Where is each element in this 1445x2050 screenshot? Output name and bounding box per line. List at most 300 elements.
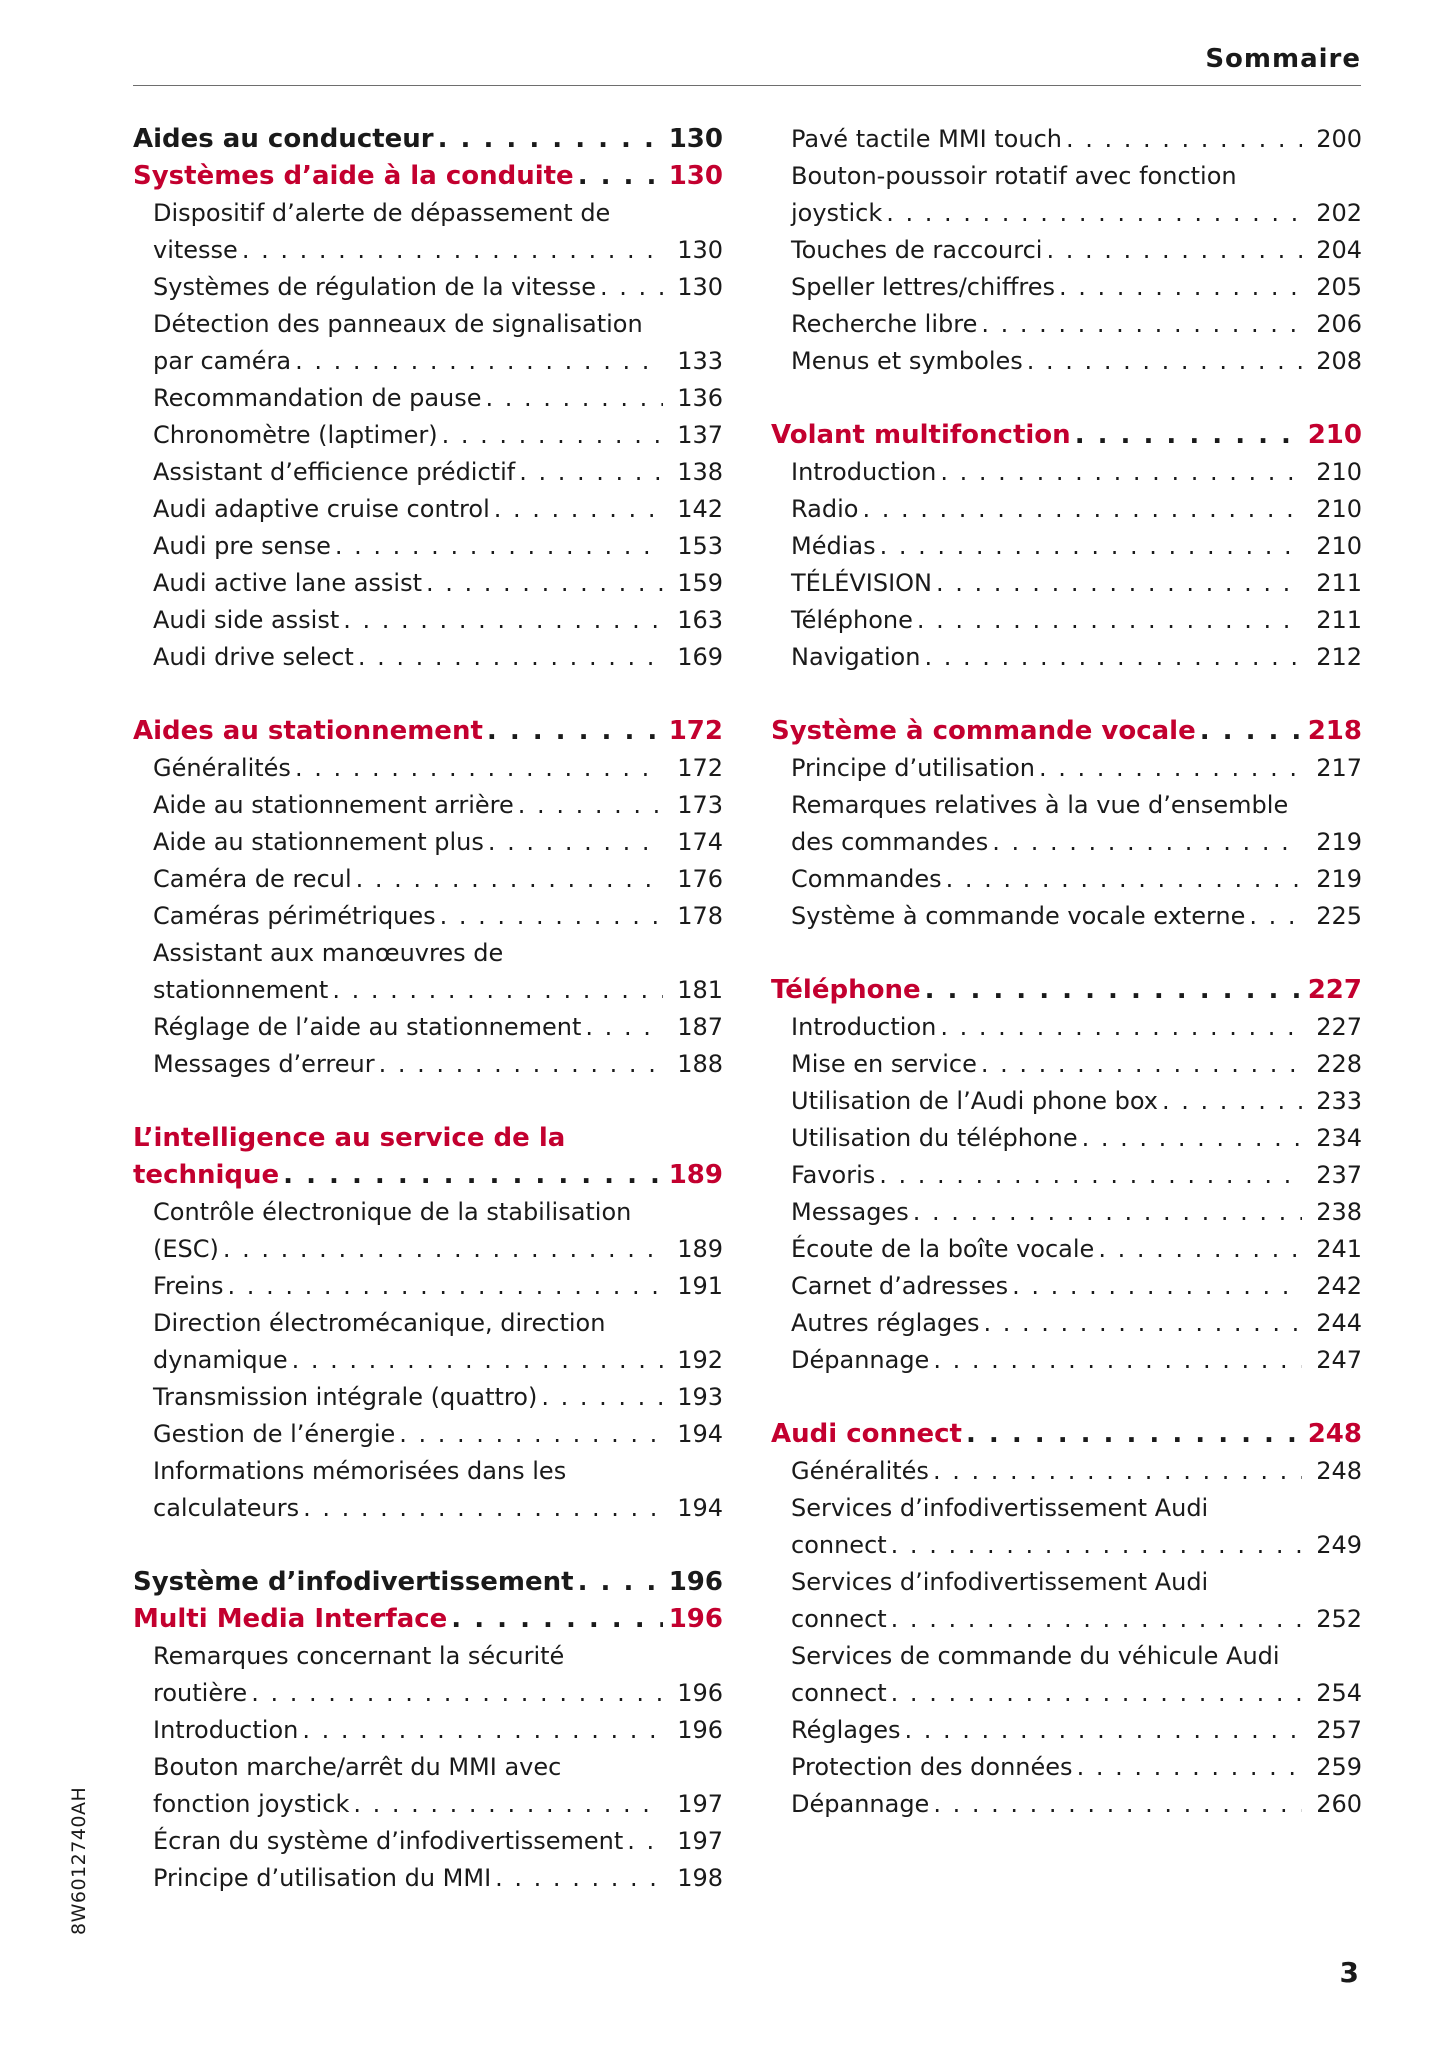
toc-entry[interactable]	[133, 269, 723, 306]
dot-leader	[487, 713, 663, 750]
toc-page-number: 173	[677, 791, 723, 819]
dot-leader	[1066, 121, 1302, 158]
toc-entry[interactable]	[133, 1786, 723, 1823]
toc-page-number: 169	[677, 643, 723, 671]
dot-leader	[1082, 1120, 1302, 1157]
toc-entry-title: Touches de raccourci	[791, 236, 1043, 264]
toc-entry[interactable]	[771, 1712, 1362, 1749]
dot-leader	[228, 1268, 663, 1305]
toc-page-number: 206	[1316, 310, 1362, 338]
toc-entry[interactable]	[133, 1046, 723, 1083]
toc-page-number: 257	[1316, 1716, 1362, 1744]
toc-entry-title: (ESC)	[153, 1235, 219, 1263]
toc-entry-title: Systèmes de régulation de la vitesse	[153, 273, 597, 301]
dot-leader	[283, 1157, 663, 1194]
dot-leader	[379, 1046, 663, 1083]
toc-page-number: 181	[677, 976, 723, 1004]
toc-page-number: 172	[668, 716, 723, 746]
toc-entry-title: des commandes	[791, 828, 989, 856]
toc-entry-title: Dépannage	[791, 1790, 930, 1818]
toc-page-number: 130	[668, 161, 723, 191]
toc-entry-title: Téléphone	[791, 606, 913, 634]
toc-page-number: 197	[677, 1790, 723, 1818]
toc-entry[interactable]	[133, 602, 723, 639]
toc-entry-wrapped-line: Remarques relatives à la vue d’ensemble	[791, 791, 1289, 819]
toc-entry-title: calculateurs	[153, 1494, 300, 1522]
toc-entry-title: Favoris	[791, 1161, 876, 1189]
toc-entry-wrapped-line: Bouton marche/arrêt du MMI avec	[153, 1753, 562, 1781]
toc-page-number: 225	[1316, 902, 1362, 930]
toc-entry-title: connect	[791, 1679, 887, 1707]
toc-entry[interactable]	[771, 528, 1362, 565]
toc-chapter-heading[interactable]	[771, 1416, 1362, 1453]
dot-leader	[627, 1823, 663, 1860]
toc-page-number: 130	[668, 124, 723, 154]
toc-entry-title: Aides au stationnement	[133, 716, 483, 746]
dot-leader	[343, 602, 663, 639]
dot-leader	[495, 1860, 663, 1897]
toc-entry-title: Système à commande vocale	[771, 716, 1196, 746]
toc-page-number: 200	[1316, 125, 1362, 153]
toc-chapter-heading[interactable]	[133, 1601, 723, 1638]
toc-entry[interactable]	[133, 417, 723, 454]
dot-leader	[1077, 1749, 1302, 1786]
toc-entry[interactable]	[133, 380, 723, 417]
toc-entry-title: Réglage de l’aide au stationnement	[153, 1013, 582, 1041]
dot-leader	[904, 1712, 1302, 1749]
toc-entry-title: Messages d’erreur	[153, 1050, 375, 1078]
toc-entry[interactable]	[771, 1157, 1362, 1194]
toc-entry-wrapped-line: Services d’infodivertissement Audi	[791, 1494, 1209, 1522]
dot-leader	[891, 1601, 1302, 1638]
toc-page-number: 227	[1307, 975, 1362, 1005]
toc-entry-title: Transmission intégrale (quattro)	[153, 1383, 538, 1411]
toc-page-number: 130	[677, 273, 723, 301]
toc-entry[interactable]	[771, 1342, 1362, 1379]
toc-page-number: 248	[1316, 1457, 1362, 1485]
dot-leader	[966, 1416, 1302, 1453]
dot-leader	[1059, 269, 1302, 306]
toc-page-number: 142	[677, 495, 723, 523]
toc-entry-title: par caméra	[153, 347, 292, 375]
toc-entry-title: Speller lettres/chiffres	[791, 273, 1055, 301]
toc-entry-title: Introduction	[153, 1716, 299, 1744]
toc-page-number: 254	[1316, 1679, 1362, 1707]
toc-page-number: 208	[1316, 347, 1362, 375]
toc-entry[interactable]	[133, 898, 723, 935]
toc-entry-title: dynamique	[153, 1346, 288, 1374]
toc-entry[interactable]	[133, 1231, 723, 1268]
toc-entry[interactable]	[771, 269, 1362, 306]
toc-page-number: 210	[1316, 532, 1362, 560]
toc-entry-title: Principe d’utilisation	[791, 754, 1035, 782]
toc-page-number: 188	[677, 1050, 723, 1078]
toc-chapter-heading[interactable]	[771, 417, 1362, 454]
toc-page-number: 198	[677, 1864, 723, 1892]
dot-leader	[1200, 713, 1302, 750]
toc-page-number: 210	[1307, 420, 1362, 450]
toc-entry-title: Audi connect	[771, 1419, 962, 1449]
toc-entry-title: Écran du système d’infodivertissement	[153, 1827, 624, 1855]
toc-entry[interactable]	[771, 1120, 1362, 1157]
dot-leader	[946, 861, 1302, 898]
toc-entry-title: Commandes	[791, 865, 942, 893]
toc-entry[interactable]	[133, 528, 723, 565]
dot-leader	[1249, 898, 1302, 935]
toc-entry[interactable]	[771, 898, 1362, 935]
dot-leader	[936, 565, 1302, 602]
dot-leader	[1162, 1083, 1302, 1120]
dot-leader	[925, 972, 1302, 1009]
dot-leader	[981, 1046, 1302, 1083]
toc-entry-title: Aides au conducteur	[133, 124, 434, 154]
dot-leader	[933, 1342, 1302, 1379]
toc-entry[interactable]	[771, 565, 1362, 602]
toc-chapter-heading[interactable]	[133, 158, 723, 195]
toc-entry[interactable]	[771, 1268, 1362, 1305]
toc-page-number: 219	[1316, 828, 1362, 856]
header-divider	[133, 85, 1361, 86]
toc-entry-title: Messages	[791, 1198, 909, 1226]
toc-entry[interactable]	[133, 1416, 723, 1453]
toc-entry-title: Multi Media Interface	[133, 1604, 448, 1634]
toc-entry-title: Généralités	[153, 754, 291, 782]
dot-leader	[886, 195, 1302, 232]
toc-entry-wrapped-line: Contrôle électronique de la stabilisation	[153, 1198, 632, 1226]
toc-entry-title: Freins	[153, 1272, 224, 1300]
toc-entry-title: Radio	[791, 495, 859, 523]
toc-entry-title: Mise en service	[791, 1050, 977, 1078]
toc-entry[interactable]	[771, 491, 1362, 528]
toc-entry-title: Audi adaptive cruise control	[153, 495, 490, 523]
toc-entry-title: Pavé tactile MMI touch	[791, 125, 1062, 153]
toc-page-number: 234	[1316, 1124, 1362, 1152]
toc-entry[interactable]	[771, 1453, 1362, 1490]
toc-page-number: 196	[677, 1716, 723, 1744]
toc-entry-title: stationnement	[153, 976, 329, 1004]
toc-page-number: 211	[1316, 569, 1362, 597]
dot-leader	[981, 306, 1302, 343]
dot-leader	[242, 232, 663, 269]
toc-entry-title: Introduction	[791, 1013, 937, 1041]
section-spacer	[133, 1083, 723, 1120]
toc-page-number: 259	[1316, 1753, 1362, 1781]
dot-leader	[880, 528, 1302, 565]
toc-page-number: 133	[677, 347, 723, 375]
toc-page-number: 219	[1316, 865, 1362, 893]
dot-leader	[358, 639, 663, 676]
toc-entry[interactable]	[771, 232, 1362, 269]
toc-entry[interactable]	[771, 824, 1362, 861]
toc-entry[interactable]	[133, 824, 723, 861]
dot-leader	[295, 750, 663, 787]
dot-leader	[1012, 1268, 1302, 1305]
toc-entry-title: Aide au stationnement arrière	[153, 791, 514, 819]
toc-entry[interactable]	[771, 306, 1362, 343]
section-spacer	[133, 1527, 723, 1564]
toc-page-number: 233	[1316, 1087, 1362, 1115]
dot-leader	[1098, 1231, 1302, 1268]
toc-entry-title: Généralités	[791, 1457, 929, 1485]
dot-leader	[1075, 417, 1302, 454]
toc-entry[interactable]	[133, 565, 723, 602]
toc-entry[interactable]	[771, 1749, 1362, 1786]
toc-right-column	[771, 121, 1362, 1823]
toc-entry-wrapped-line: Informations mémorisées dans les	[153, 1457, 567, 1485]
toc-entry[interactable]	[133, 1009, 723, 1046]
page-title: Sommaire	[1205, 44, 1361, 74]
toc-page-number: 244	[1316, 1309, 1362, 1337]
dot-leader	[451, 1601, 663, 1638]
toc-page-number: 196	[668, 1604, 723, 1634]
toc-entry[interactable]	[771, 750, 1362, 787]
toc-entry-title: Assistant d’efficience prédictif	[153, 458, 516, 486]
toc-entry-title: Audi active lane assist	[153, 569, 423, 597]
dot-leader	[438, 121, 663, 158]
toc-entry-title: connect	[791, 1531, 887, 1559]
toc-section-heading[interactable]	[133, 121, 723, 158]
dot-leader	[984, 1305, 1303, 1342]
toc-page-number: 218	[1307, 716, 1362, 746]
toc-entry-wrapped-line: Direction électromécanique, direction	[153, 1309, 606, 1337]
toc-page-number: 153	[677, 532, 723, 560]
toc-page-number: 178	[677, 902, 723, 930]
dot-leader	[332, 972, 663, 1009]
dot-leader	[426, 565, 663, 602]
toc-page-number: 137	[677, 421, 723, 449]
toc-entry-title: Recommandation de pause	[153, 384, 482, 412]
toc-page-number: 187	[677, 1013, 723, 1041]
toc-chapter-heading[interactable]	[133, 713, 723, 750]
dot-leader	[399, 1416, 663, 1453]
toc-entry-title: Système d’infodivertissement	[133, 1567, 574, 1597]
dot-leader	[223, 1231, 663, 1268]
toc-entry[interactable]	[771, 1305, 1362, 1342]
toc-entry-wrapped-line: Assistant aux manœuvres de	[153, 939, 504, 967]
toc-entry-title: vitesse	[153, 236, 238, 264]
toc-page-number: 227	[1316, 1013, 1362, 1041]
toc-page-number: 241	[1316, 1235, 1362, 1263]
toc-entry-title: Médias	[791, 532, 876, 560]
toc-entry[interactable]	[133, 1823, 723, 1860]
dot-leader	[1039, 750, 1302, 787]
toc-entry[interactable]	[133, 787, 723, 824]
toc-entry[interactable]	[771, 195, 1362, 232]
toc-entry[interactable]	[133, 232, 723, 269]
dot-leader	[992, 824, 1302, 861]
dot-leader	[303, 1490, 663, 1527]
toc-page-number: 249	[1316, 1531, 1362, 1559]
toc-page-number: 138	[677, 458, 723, 486]
toc-entry-title: Téléphone	[771, 975, 921, 1005]
toc-entry-title: Utilisation de l’Audi phone box	[791, 1087, 1158, 1115]
toc-entry[interactable]	[133, 972, 723, 1009]
toc-entry-title: Systèmes d’aide à la conduite	[133, 161, 574, 191]
dot-leader	[442, 417, 663, 454]
section-spacer	[771, 676, 1362, 713]
toc-entry-title: Gestion de l’énergie	[153, 1420, 396, 1448]
toc-entry-title: Réglages	[791, 1716, 901, 1744]
toc-entry[interactable]	[133, 1860, 723, 1897]
toc-entry-title: Autres réglages	[791, 1309, 980, 1337]
toc-page-number: 189	[677, 1235, 723, 1263]
toc-chapter-heading[interactable]	[771, 972, 1362, 1009]
toc-entry[interactable]	[771, 1009, 1362, 1046]
dot-leader	[335, 528, 663, 565]
toc-page-number: 197	[677, 1827, 723, 1855]
toc-entry[interactable]	[771, 1194, 1362, 1231]
toc-entry[interactable]	[771, 343, 1362, 380]
toc-entry[interactable]	[133, 639, 723, 676]
toc-page-number: 217	[1316, 754, 1362, 782]
section-spacer	[771, 380, 1362, 417]
toc-entry[interactable]	[133, 1379, 723, 1416]
toc-entry[interactable]	[771, 1786, 1362, 1823]
toc-page-number: 237	[1316, 1161, 1362, 1189]
toc-entry-wrapped-line: Remarques concernant la sécurité	[153, 1642, 565, 1670]
dot-leader	[1046, 232, 1302, 269]
toc-entry[interactable]	[771, 121, 1362, 158]
toc-entry-wrapped-line: Détection des panneaux de signalisation	[153, 310, 643, 338]
document-code: 8W6012740AH	[68, 1786, 90, 1935]
toc-entry-title: Recherche libre	[791, 310, 978, 338]
toc-entry-wrapped-line: Dispositif d’alerte de dépassement de	[153, 199, 611, 227]
toc-page-number: 189	[668, 1160, 723, 1190]
dot-leader	[917, 602, 1302, 639]
toc-page-number: 205	[1316, 273, 1362, 301]
dot-leader	[295, 343, 663, 380]
toc-page-number: 172	[677, 754, 723, 782]
toc-page-number: 211	[1316, 606, 1362, 634]
toc-entry[interactable]	[133, 1342, 723, 1379]
toc-chapter-heading[interactable]	[133, 1157, 723, 1194]
toc-entry-title: Chronomètre (laptimer)	[153, 421, 438, 449]
toc-page-number: 202	[1316, 199, 1362, 227]
toc-entry-title: TÉLÉVISION	[791, 569, 933, 597]
dot-leader	[891, 1527, 1302, 1564]
toc-entry-title: Aide au stationnement plus	[153, 828, 484, 856]
toc-section-heading[interactable]	[133, 1564, 723, 1601]
toc-entry[interactable]	[771, 1231, 1362, 1268]
toc-entry[interactable]	[771, 1675, 1362, 1712]
toc-entry[interactable]	[133, 750, 723, 787]
dot-leader	[494, 491, 663, 528]
toc-entry-title: Navigation	[791, 643, 921, 671]
section-spacer	[771, 935, 1362, 972]
toc-page-number: 174	[677, 828, 723, 856]
toc-entry[interactable]	[133, 1712, 723, 1749]
toc-entry-title: Volant multifonction	[771, 420, 1071, 450]
toc-entry-title: Introduction	[791, 458, 937, 486]
toc-page-number: 130	[677, 236, 723, 264]
toc-page-number: 212	[1316, 643, 1362, 671]
dot-leader	[879, 1157, 1302, 1194]
toc-entry[interactable]	[771, 1601, 1362, 1638]
toc-entry-wrapped-line: Bouton-poussoir rotatif avec fonction	[791, 162, 1237, 190]
toc-entry[interactable]	[133, 1268, 723, 1305]
toc-page-number: 193	[677, 1383, 723, 1411]
dot-leader	[302, 1712, 663, 1749]
toc-entry-title: routière	[153, 1679, 248, 1707]
toc-page-number: 210	[1316, 495, 1362, 523]
dot-leader	[933, 1786, 1302, 1823]
toc-entry-title: fonction joystick	[153, 1790, 350, 1818]
toc-entry-title: Système à commande vocale externe	[791, 902, 1246, 930]
toc-entry-wrapped-line: L’intelligence au service de la	[133, 1123, 566, 1153]
toc-entry-title: Audi pre sense	[153, 532, 331, 560]
dot-leader	[292, 1342, 663, 1379]
toc-entry-title: technique	[133, 1160, 280, 1190]
toc-entry-title: Dépannage	[791, 1346, 930, 1374]
toc-entry-title: Audi side assist	[153, 606, 340, 634]
toc-entry[interactable]	[771, 1083, 1362, 1120]
dot-leader	[519, 454, 663, 491]
toc-page-number: 228	[1316, 1050, 1362, 1078]
toc-entry-title: Protection des données	[791, 1753, 1073, 1781]
toc-page-number: 242	[1316, 1272, 1362, 1300]
toc-entry-title: Caméras périmétriques	[153, 902, 436, 930]
toc-entry[interactable]	[771, 1046, 1362, 1083]
toc-entry-wrapped-line: Services d’infodivertissement Audi	[791, 1568, 1209, 1596]
toc-page-number: 194	[677, 1494, 723, 1522]
toc-entry[interactable]	[771, 602, 1362, 639]
toc-entry[interactable]	[771, 861, 1362, 898]
toc-page-number: 176	[677, 865, 723, 893]
toc-page-number: 204	[1316, 236, 1362, 264]
toc-entry[interactable]	[133, 491, 723, 528]
toc-entry-title: Utilisation du téléphone	[791, 1124, 1078, 1152]
section-spacer	[133, 676, 723, 713]
dot-leader	[933, 1453, 1302, 1490]
toc-entry[interactable]	[771, 454, 1362, 491]
dot-leader	[924, 639, 1302, 676]
toc-page-number: 252	[1316, 1605, 1362, 1633]
toc-page-number: 260	[1316, 1790, 1362, 1818]
toc-entry-title: Carnet d’adresses	[791, 1272, 1009, 1300]
dot-leader	[518, 787, 663, 824]
dot-leader	[1027, 343, 1302, 380]
toc-entry-title: joystick	[791, 199, 883, 227]
dot-leader	[578, 1564, 663, 1601]
dot-leader	[913, 1194, 1302, 1231]
toc-entry[interactable]	[133, 454, 723, 491]
toc-page-number: 247	[1316, 1346, 1362, 1374]
toc-entry[interactable]	[771, 1527, 1362, 1564]
toc-entry[interactable]	[133, 1490, 723, 1527]
dot-leader	[353, 1786, 663, 1823]
toc-chapter-heading[interactable]	[771, 713, 1362, 750]
dot-leader	[541, 1379, 663, 1416]
toc-page-number: 196	[677, 1679, 723, 1707]
toc-page-number: 194	[677, 1420, 723, 1448]
dot-leader	[600, 269, 663, 306]
dot-leader	[891, 1675, 1302, 1712]
toc-entry[interactable]	[133, 861, 723, 898]
toc-left-column	[133, 121, 723, 1897]
toc-page-number: 163	[677, 606, 723, 634]
toc-entry[interactable]	[133, 1675, 723, 1712]
toc-entry[interactable]	[771, 639, 1362, 676]
toc-page-number: 192	[677, 1346, 723, 1374]
toc-page-number: 210	[1316, 458, 1362, 486]
toc-entry[interactable]	[133, 343, 723, 380]
dot-leader	[356, 861, 663, 898]
toc-page-number: 238	[1316, 1198, 1362, 1226]
toc-page-number: 248	[1307, 1419, 1362, 1449]
toc-entry-title: Menus et symboles	[791, 347, 1023, 375]
dot-leader	[251, 1675, 663, 1712]
toc-entry-title: connect	[791, 1605, 887, 1633]
